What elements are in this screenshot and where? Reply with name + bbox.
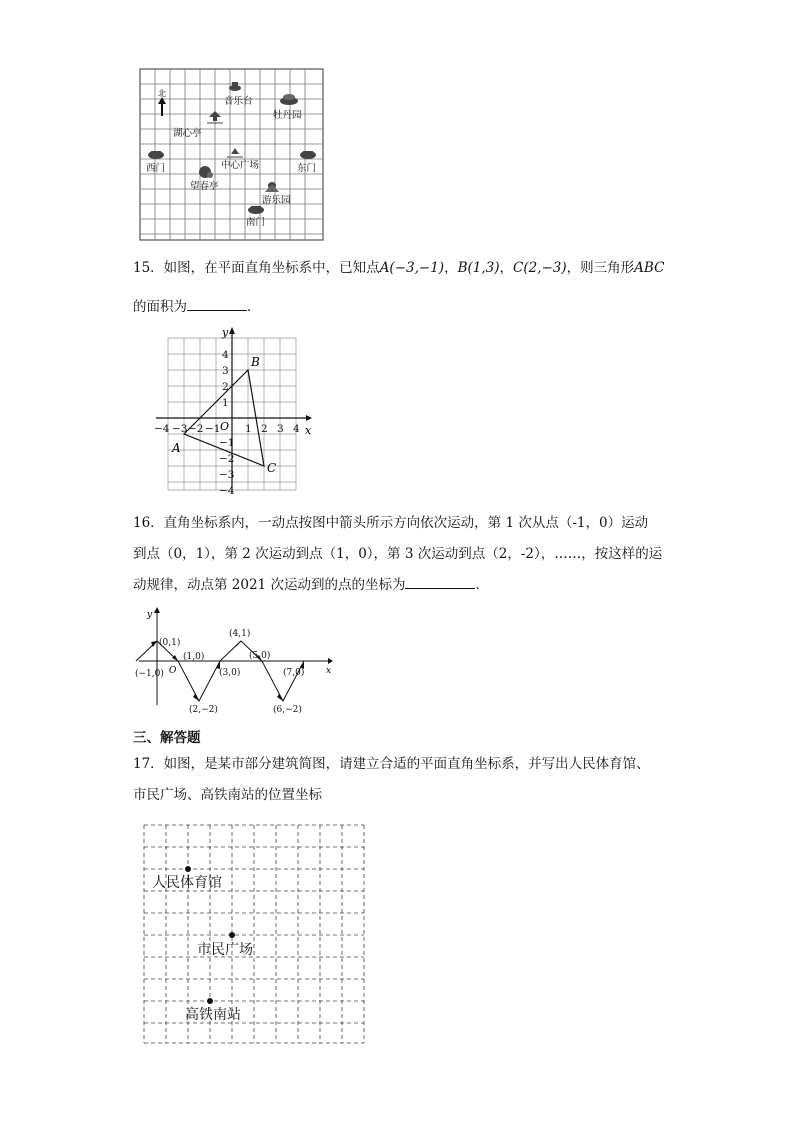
spring-pavilion-icon bbox=[199, 166, 213, 178]
station-point bbox=[207, 998, 213, 1004]
gym-point bbox=[185, 866, 191, 872]
answer-blank-16[interactable] bbox=[405, 574, 475, 589]
city-building-grid bbox=[140, 821, 368, 1047]
x-tick-label: 3 bbox=[277, 423, 284, 435]
y-tick-label: 3 bbox=[222, 365, 229, 377]
x-tick-label: −4 bbox=[154, 423, 170, 435]
label-plaza: 市民广场 bbox=[197, 942, 253, 958]
label-music-stage: 音乐台 bbox=[224, 96, 253, 107]
y-tick-label: 2 bbox=[222, 381, 229, 393]
point-label: (4,1) bbox=[229, 629, 251, 639]
answer-blank-15[interactable] bbox=[187, 296, 247, 311]
north-arrow-icon bbox=[158, 97, 166, 116]
label-center-square: 中心广场 bbox=[221, 160, 260, 171]
center-square-icon bbox=[227, 148, 243, 157]
label-south-gate: 南门 bbox=[246, 217, 266, 228]
coordinate-graph-15 bbox=[150, 324, 320, 500]
origin-label: O bbox=[220, 420, 230, 433]
point-label: (7,0) bbox=[283, 668, 305, 678]
point-label: (5,0) bbox=[249, 651, 271, 661]
question-15-line2: 的面积为 ． bbox=[133, 296, 261, 318]
x-tick-label: −2 bbox=[188, 423, 204, 435]
park-map-grid bbox=[139, 68, 325, 242]
axis-y-label: y bbox=[147, 610, 153, 620]
origin-label: O bbox=[169, 666, 177, 676]
label-east-gate: 东门 bbox=[297, 163, 317, 174]
point-label: (0,1) bbox=[159, 638, 181, 648]
music-stage-icon bbox=[229, 82, 241, 91]
axis-x-label: x bbox=[326, 666, 332, 676]
label-gym: 人民体育馆 bbox=[152, 875, 222, 891]
question-16-line2: 到点（0，1），第 2 次运动到点（1，0），第 3 次运动到点（2，-2），……，按这样的运 bbox=[133, 546, 663, 562]
label-amusement-park: 游乐园 bbox=[262, 195, 291, 206]
y-tick-label: −1 bbox=[219, 437, 235, 449]
x-tick-label: −1 bbox=[205, 423, 221, 435]
label-spring-pavilion: 望春亭 bbox=[190, 181, 219, 192]
point-label: (1,0) bbox=[183, 652, 205, 662]
vertex-b-label: B bbox=[251, 355, 260, 369]
north-label: 北 bbox=[158, 89, 166, 98]
point-c-coord: C(2,−3) bbox=[513, 260, 567, 276]
label-west-gate: 西门 bbox=[146, 163, 166, 174]
point-b-coord: B(1,3) bbox=[457, 260, 500, 276]
label-lake-pavilion: 湖心亭 bbox=[173, 128, 202, 139]
point-label: (−1,0) bbox=[135, 669, 164, 679]
point-a-coord: A(−3,−1) bbox=[379, 260, 445, 276]
question-16-line3: 动规律，动点第 2021 次运动到的点的坐标为 ． bbox=[133, 574, 489, 596]
x-tick-label: 4 bbox=[293, 423, 300, 435]
motion-path-graph-16 bbox=[133, 605, 338, 717]
east-gate-icon bbox=[300, 151, 316, 159]
point-label: (6,−2) bbox=[273, 705, 302, 715]
x-tick-label: 1 bbox=[245, 423, 252, 435]
axis-x-label: x bbox=[305, 424, 312, 437]
peony-garden-icon bbox=[280, 94, 298, 105]
question-16-line1: 16．直角坐标系内，一动点按图中箭头所示方向依次运动，第 1 次从点（-1，0）运动 bbox=[133, 515, 649, 531]
south-gate-icon bbox=[248, 206, 264, 214]
question-17-line1: 17．如图，是某市部分建筑简图，请建立合适的平面直角坐标系，并写出人民体育馆、 bbox=[133, 756, 650, 772]
question-17-line2: 市民广场、高铁南站的位置坐标 bbox=[133, 787, 322, 803]
point-label: (2,−2) bbox=[189, 705, 218, 715]
plaza-point bbox=[229, 932, 235, 938]
y-tick-label: −3 bbox=[219, 469, 235, 481]
question-15-line1: 15．如图，在平面直角坐标系中，已知点A(−3,−1)，B(1,3)，C(2,−3)，则三角形ABC bbox=[133, 260, 665, 276]
west-gate-icon bbox=[148, 151, 164, 159]
vertex-a-label: A bbox=[172, 441, 181, 455]
label-peony-garden: 牡丹园 bbox=[273, 110, 302, 121]
vertex-c-label: C bbox=[267, 461, 277, 475]
label-station: 高铁南站 bbox=[185, 1007, 241, 1023]
y-tick-label: −4 bbox=[219, 485, 235, 497]
x-tick-label: −3 bbox=[172, 423, 188, 435]
y-tick-label: −2 bbox=[219, 453, 235, 465]
axis-y-label: y bbox=[222, 326, 229, 339]
y-tick-label: 4 bbox=[222, 349, 229, 361]
x-tick-label: 2 bbox=[261, 423, 268, 435]
amusement-park-icon bbox=[265, 182, 279, 192]
section-heading: 三、解答题 bbox=[133, 730, 201, 746]
y-tick-label: 1 bbox=[222, 397, 229, 409]
point-label: (3,0) bbox=[219, 668, 241, 678]
